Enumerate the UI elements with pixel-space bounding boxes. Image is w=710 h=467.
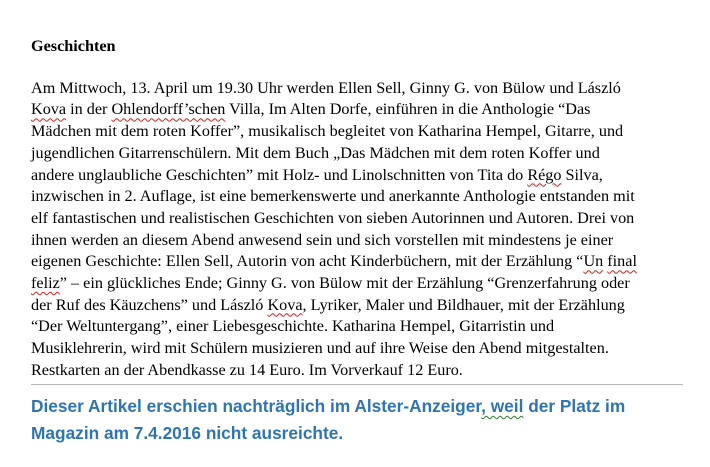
body-line (31, 316, 691, 338)
spellcheck-flagged-word: feliz (31, 274, 60, 293)
spellcheck-flagged-word: Régo (527, 165, 562, 184)
body-line (31, 208, 691, 230)
text-run: inzwischen in 2. Auflage, ist eine bemerkenswerte und anerkannte Anthologie entstanden mit (31, 187, 635, 206)
text-run: eigenen Geschichte: Ellen Sell, Autorin von acht Kinderbüchern, mit der Erzählung “ (31, 252, 584, 271)
body-line (31, 251, 691, 273)
footnote (31, 393, 691, 447)
text-run: jugendlichen Gitarrenschülern. Mit dem Buch „Das Mädchen mit dem roten Koffer und (31, 143, 600, 162)
body-line (31, 99, 691, 121)
body-line (31, 121, 691, 143)
body-line (31, 143, 691, 165)
spellcheck-flagged-word: Un (583, 252, 604, 271)
spellcheck-flagged-word: Kova (267, 295, 303, 314)
body-line (31, 186, 691, 208)
body-line (31, 338, 691, 360)
text-run: Mädchen mit dem roten Koffer”, musikalisch begleitet von Katharina Hempel, Gitarre, und (31, 122, 624, 141)
text-run: Villa, Im Alten Dorfe, einführen in die Anthologie “Das (225, 100, 591, 119)
article-heading: Geschichten (31, 37, 116, 55)
text-run: der Ruf des Käuzchens” und László (31, 295, 268, 314)
spellcheck-flagged-word: final (607, 252, 637, 271)
body-line (31, 273, 691, 295)
grammar-flagged-text: , weil (481, 396, 524, 416)
note-line (31, 420, 691, 447)
spellcheck-flagged-word: Kova (31, 100, 67, 119)
text-run: Magazin am 7.4.2016 nicht ausreichte. (31, 423, 344, 443)
text-run: “Der Weltuntergang”, einer Liebesgeschichte. Katharina Hempel, Gitarristin und (31, 317, 555, 336)
text-run: der Platz im (523, 396, 626, 416)
body-line (31, 230, 691, 252)
article (31, 36, 691, 382)
note-line (31, 393, 691, 420)
text-run: Am Mittwoch, 13. April um 19.30 Uhr werden Ellen Sell, Ginny G. von Bülow und László (31, 78, 621, 97)
body-line (31, 360, 691, 382)
text-run: Restkarten an der Abendkasse zu 14 Euro. Im Vorverkauf 12 Euro. (31, 360, 463, 379)
body-line (31, 295, 691, 317)
body-line (31, 78, 691, 100)
text-run: in der (66, 100, 112, 119)
spellcheck-flagged-word: Ohlendorff’schen (111, 100, 226, 119)
article-body (31, 78, 691, 382)
text-run: ihnen werden an diesem Abend anwesend sein und sich vorstellen mit mindestens je einer (31, 230, 614, 249)
text-run: andere unglaubliche Geschichten” mit Holz- und Linolschnitten von Tita do (31, 165, 528, 184)
text-run: Dieser Artikel erschien nachträglich im Alster-Anzeiger (31, 396, 482, 416)
body-line (31, 165, 691, 187)
text-run: ” – ein glückliches Ende; Ginny G. von Bülow mit der Erzählung “Grenzerfahrung oder (59, 274, 630, 293)
text-run: Musiklehrerin, wird mit Schülern musizieren und auf ihre Weise den Abend mitgestalten. (31, 339, 609, 358)
text-run: elf fantastischen und realistischen Geschichten von sieben Autorinnen und Autoren. Drei von (31, 208, 635, 227)
text-run: , Lyriker, Maler und Bildhauer, mit der Erzählung (302, 295, 625, 314)
text-run: Silva, (561, 165, 603, 184)
divider (31, 384, 683, 385)
